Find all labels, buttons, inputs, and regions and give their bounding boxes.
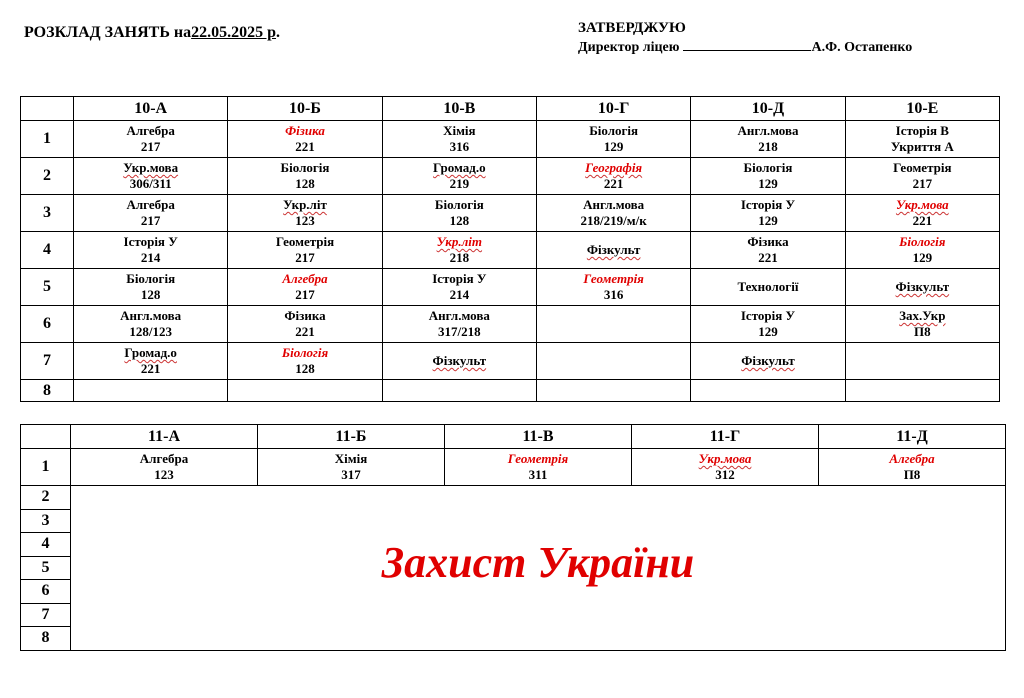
lesson-cell: [536, 121, 690, 158]
subject-name: Біологія: [743, 160, 793, 175]
subject-name: Англ.мова: [120, 308, 182, 323]
subject-name: Англ.мова: [583, 197, 645, 212]
lesson-row: [21, 269, 1000, 306]
lesson-cell: [382, 343, 536, 380]
lesson-cell: [691, 380, 845, 402]
lesson-number: 4: [21, 533, 71, 557]
subject-name: Алгебра: [282, 271, 328, 286]
approve-name: А.Ф. Остапенко: [811, 40, 913, 55]
subject-name: Громад.о: [124, 345, 177, 360]
subject-name: Громад.о: [433, 160, 486, 175]
lesson-cell: [845, 269, 999, 306]
room-number: 217: [912, 176, 933, 191]
lesson-cell: [445, 449, 632, 486]
subject-name: Алгебра: [139, 451, 189, 466]
subject-name: Біологія: [280, 160, 330, 175]
lesson-cell: [691, 343, 845, 380]
room-number: 128: [140, 287, 161, 302]
lesson-row: [21, 195, 1000, 232]
lesson-row: [21, 343, 1000, 380]
subject-name: Фізкульт: [586, 242, 641, 257]
lesson-number: 6: [21, 580, 71, 604]
lesson-number: 7: [21, 603, 71, 627]
schedule-table-10: [20, 96, 1000, 402]
room-number: Укриття А: [890, 139, 954, 154]
lesson-number: 3: [21, 509, 71, 533]
class-header: 10-Е: [845, 97, 999, 121]
lesson-number: 5: [21, 269, 74, 306]
room-number: 218: [449, 250, 470, 265]
room-number: 123: [154, 467, 174, 482]
lesson-row: [21, 121, 1000, 158]
lesson-cell: [74, 269, 228, 306]
subject-name: Англ.мова: [428, 308, 490, 323]
subject-name: Алгебра: [126, 197, 175, 212]
date-suffix: .: [276, 24, 281, 41]
room-number: 217: [140, 213, 161, 228]
room-number: 312: [715, 467, 735, 482]
lesson-cell: [536, 232, 690, 269]
subject-name: Геометрія: [583, 271, 644, 286]
approve-line: [578, 38, 912, 58]
room-number: 129: [603, 139, 624, 154]
class-header: 10-Г: [536, 97, 690, 121]
corner-cell: [21, 97, 74, 121]
room-number: 129: [758, 176, 778, 191]
subject-name: Укр.мова: [895, 197, 949, 212]
subject-name: Хімія: [443, 123, 476, 138]
lesson-number: 2: [21, 158, 74, 195]
lesson-cell: [536, 195, 690, 232]
lesson-row: [21, 158, 1000, 195]
lesson-cell: [228, 121, 382, 158]
lesson-cell: [536, 269, 690, 306]
lesson-row: [21, 449, 1006, 486]
lesson-cell: [228, 158, 382, 195]
subject-name: Історія У: [740, 197, 796, 212]
class-header: 10-Б: [228, 97, 382, 121]
class-header: 11-Г: [632, 425, 819, 449]
subject-name: Біологія: [899, 234, 946, 249]
subject-name: Укр.мова: [123, 160, 179, 175]
lesson-cell: [228, 232, 382, 269]
approve-role: Директор ліцею: [578, 40, 680, 55]
approve-title: ЗАТВЕРДЖУЮ: [578, 20, 686, 36]
lesson-number: 5: [21, 556, 71, 580]
room-number: 221: [912, 213, 933, 228]
lesson-cell: [536, 306, 690, 343]
class-header: 11-А: [71, 425, 258, 449]
room-number: П8: [903, 467, 921, 482]
room-number: 128: [295, 176, 315, 191]
subject-name: Фізкульт: [432, 353, 487, 368]
header-row: [21, 97, 1000, 121]
room-number: 214: [140, 250, 161, 265]
merged-cell: [71, 486, 1006, 651]
subject-name: Укр.літ: [283, 197, 327, 212]
room-number: 221: [603, 176, 624, 191]
lesson-cell: [74, 195, 228, 232]
title-prefix: РОЗКЛАД ЗАНЯТЬ на: [24, 24, 192, 41]
lesson-cell: [691, 232, 845, 269]
room-number: 214: [449, 287, 470, 302]
merged-subject: Захист України: [381, 537, 695, 587]
lesson-cell: [845, 343, 999, 380]
lesson-cell: [71, 449, 258, 486]
lesson-cell: [691, 306, 845, 343]
lesson-number: 7: [21, 343, 74, 380]
class-header: 11-В: [445, 425, 632, 449]
lesson-cell: [74, 306, 228, 343]
lesson-number: 1: [21, 449, 71, 486]
class-header: 10-В: [382, 97, 536, 121]
room-number: 129: [912, 250, 933, 265]
page-title: [24, 24, 280, 42]
subject-name: Укр.літ: [436, 234, 483, 249]
lesson-cell: [691, 121, 845, 158]
subject-name: Фізкульт: [895, 279, 950, 294]
subject-name: Історія У: [123, 234, 178, 249]
lesson-row: [21, 380, 1000, 402]
room-number: 128: [295, 361, 315, 376]
room-number: 311: [528, 467, 548, 482]
subject-name: Технології: [737, 279, 799, 294]
subject-name: Біологія: [434, 197, 484, 212]
subject-name: Геометрія: [275, 234, 335, 249]
lesson-cell: [382, 158, 536, 195]
room-number: 306/311: [129, 176, 172, 191]
class-header: 10-Д: [691, 97, 845, 121]
lesson-cell: [258, 449, 445, 486]
room-number: 217: [295, 287, 315, 302]
lesson-cell: [845, 232, 999, 269]
lesson-cell: [536, 343, 690, 380]
subject-name: Укр.мова: [698, 451, 752, 466]
lesson-cell: [632, 449, 819, 486]
lesson-cell: [74, 121, 228, 158]
lesson-cell: [845, 306, 999, 343]
room-number: 316: [449, 139, 470, 154]
room-number: 128: [449, 213, 470, 228]
lesson-row: [21, 232, 1000, 269]
lesson-cell: [382, 269, 536, 306]
class-header: 10-А: [74, 97, 228, 121]
room-number: 217: [295, 250, 315, 265]
room-number: 221: [758, 250, 778, 265]
lesson-number: 3: [21, 195, 74, 232]
room-number: 221: [140, 361, 161, 376]
schedule-date: 22.05.2025 р: [191, 24, 277, 41]
lesson-row: [21, 306, 1000, 343]
lesson-cell: [228, 343, 382, 380]
subject-name: Алгебра: [126, 123, 175, 138]
lesson-number: 4: [21, 232, 74, 269]
subject-name: Біологія: [126, 271, 176, 286]
room-number: 316: [603, 287, 624, 302]
lesson-cell: [382, 232, 536, 269]
subject-name: Хімія: [334, 451, 368, 466]
room-number: 123: [295, 213, 315, 228]
lesson-number: 8: [21, 380, 74, 402]
lesson-cell: [74, 380, 228, 402]
class-header: 11-Б: [258, 425, 445, 449]
lesson-cell: [536, 158, 690, 195]
header-row: [21, 425, 1006, 449]
subject-name: Фізкульт: [741, 353, 795, 368]
class-header: 11-Д: [819, 425, 1006, 449]
subject-name: Біологія: [281, 345, 329, 360]
lesson-cell: [228, 195, 382, 232]
room-number: 129: [758, 324, 778, 339]
lesson-cell: [845, 158, 999, 195]
subject-name: Фізика: [285, 123, 325, 138]
lesson-row: [21, 486, 1006, 510]
room-number: 218: [758, 139, 778, 154]
subject-name: Географія: [585, 160, 643, 175]
signature-line: [683, 38, 811, 51]
room-number: 128/123: [129, 324, 172, 339]
lesson-cell: [536, 380, 690, 402]
lesson-cell: [845, 380, 999, 402]
corner-cell: [21, 425, 71, 449]
room-number: П8: [914, 324, 931, 339]
room-number: 217: [140, 139, 161, 154]
lesson-cell: [819, 449, 1006, 486]
subject-name: Геометрія: [507, 451, 569, 466]
lesson-cell: [382, 380, 536, 402]
schedule-table-11: [20, 424, 1006, 651]
room-number: 221: [295, 139, 315, 154]
lesson-cell: [382, 121, 536, 158]
subject-name: Історія В: [895, 123, 949, 138]
lesson-cell: [845, 121, 999, 158]
lesson-cell: [691, 195, 845, 232]
subject-name: Біологія: [589, 123, 639, 138]
lesson-cell: [845, 195, 999, 232]
subject-name: Геометрія: [893, 160, 952, 175]
lesson-cell: [228, 306, 382, 343]
lesson-cell: [228, 380, 382, 402]
room-number: 317: [341, 467, 361, 482]
lesson-cell: [691, 158, 845, 195]
lesson-cell: [228, 269, 382, 306]
subject-name: Зах.Укр: [899, 308, 946, 323]
subject-name: Історія У: [740, 308, 796, 323]
lesson-cell: [74, 158, 228, 195]
lesson-number: 6: [21, 306, 74, 343]
subject-name: Фізика: [747, 234, 789, 249]
subject-name: Фізика: [284, 308, 326, 323]
lesson-cell: [691, 269, 845, 306]
lesson-number: 2: [21, 486, 71, 510]
room-number: 221: [295, 324, 315, 339]
lesson-number: 8: [21, 627, 71, 651]
approval-block: [578, 18, 912, 58]
subject-name: Алгебра: [889, 451, 935, 466]
lesson-cell: [74, 343, 228, 380]
lesson-cell: [382, 195, 536, 232]
room-number: 129: [758, 213, 778, 228]
room-number: 219: [449, 176, 470, 191]
room-number: 317/218: [438, 324, 481, 339]
room-number: 218/219/м/к: [580, 213, 647, 228]
lesson-cell: [74, 232, 228, 269]
subject-name: Англ.мова: [737, 123, 799, 138]
subject-name: Історія У: [432, 271, 487, 286]
lesson-number: 1: [21, 121, 74, 158]
lesson-cell: [382, 306, 536, 343]
